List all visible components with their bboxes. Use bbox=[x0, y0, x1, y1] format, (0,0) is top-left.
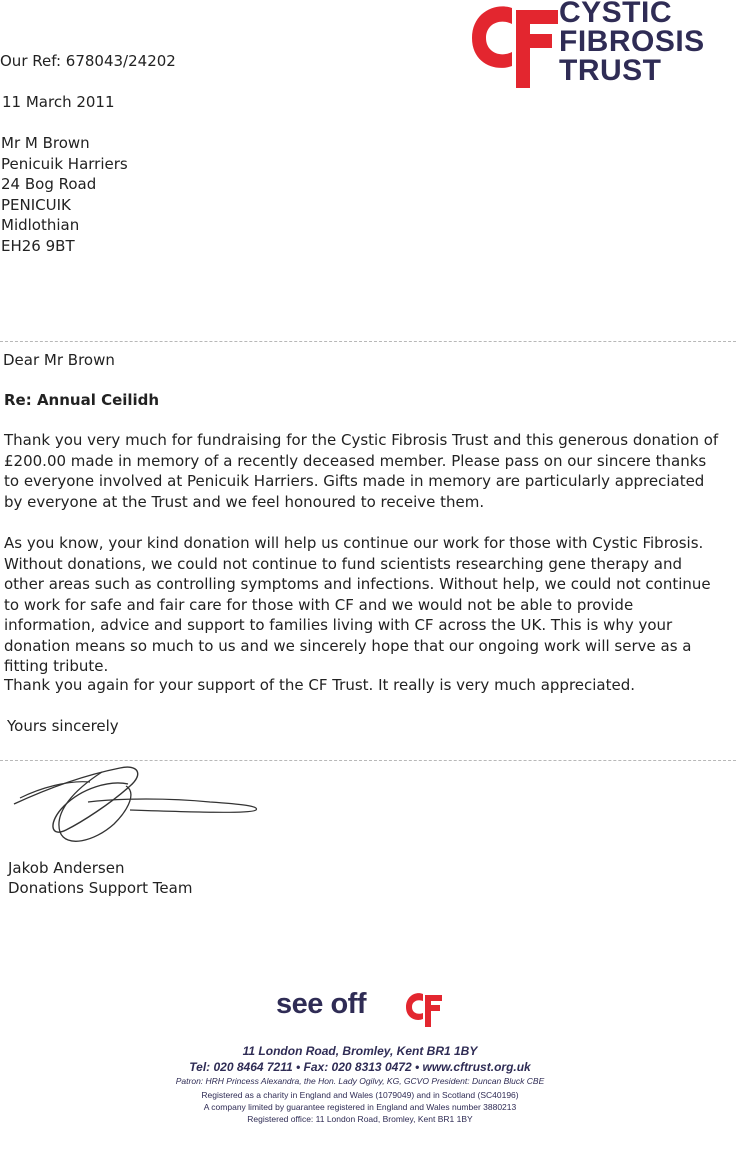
footer-registered-office: Registered office: 11 London Road, Bromley, Kent BR1 1BY bbox=[247, 1114, 473, 1124]
letter-date: 11 March 2011 bbox=[2, 93, 115, 111]
footer-charity-registration: Registered as a charity in England and Wales (1079049) and in Scotland (SC40196) bbox=[201, 1090, 519, 1100]
fold-line-bottom bbox=[0, 760, 736, 761]
cf-logo-mark-icon bbox=[466, 0, 562, 92]
subject-line: Re: Annual Ceilidh bbox=[4, 391, 160, 409]
address-line-street: 24 Bog Road bbox=[1, 175, 97, 193]
footer-patron: Patron: HRH Princess Alexandra, the Hon. Lady Ogilvy, KG, GCVO President: Duncan Bluck CBE bbox=[175, 1076, 545, 1086]
footer-address: 11 London Road, Bromley, Kent BR1 1BY bbox=[242, 1044, 478, 1058]
footer-company-registration: A company limited by guarantee registered in England and Wales number 3880213 bbox=[203, 1102, 517, 1112]
address-line-organisation: Penicuik Harriers bbox=[1, 154, 128, 173]
our-reference: Our Ref: 678043/24202 bbox=[0, 52, 176, 70]
address-line-town: PENICUIK bbox=[1, 195, 71, 214]
body-paragraph-1: Thank you very much for fundraising for the Cystic Fibrosis Trust and this generous donation of £200.00 made in memory of a recently deceased member. Please pass on our sincere thanks to everyone involved at Penicuik Harriers. Gifts made in memory are particularly appreciated by everyone at the Trust and we feel honoured to receive them. bbox=[4, 431, 719, 511]
signature-icon bbox=[10, 762, 270, 852]
closing: Yours sincerely bbox=[7, 717, 119, 735]
body-paragraph-2: As you know, your kind donation will help us continue our work for those with Cystic Fibrosis. Without donations, we could not continue to fund scientists researching gene therapy and other areas such as controlling symptoms and infections. Without help, we could not continue to work for safe and fair care for those with CF and we would not be able to provide information, advice and support to families living with CF across the UK. This is why your donation means so much to us and we sincerely hope that our ongoing work will serve as a fitting tribute. bbox=[4, 534, 711, 675]
see-off-cf-logo bbox=[276, 988, 446, 1034]
signatory-title: Donations Support Team bbox=[8, 879, 193, 897]
salutation: Dear Mr Brown bbox=[3, 351, 115, 369]
slogan-text: see off bbox=[276, 988, 366, 1020]
address-line-county: Midlothian bbox=[1, 216, 80, 234]
logo-wordmark bbox=[559, 0, 705, 85]
recipient-address bbox=[1, 133, 128, 256]
footer-contact: Tel: 020 8464 7211 • Fax: 020 8313 0472 • www.cftrust.org.uk bbox=[189, 1060, 531, 1074]
logo-line-trust: TRUST bbox=[559, 54, 662, 87]
slogan-cf-mark-icon bbox=[404, 990, 444, 1028]
fold-line-top bbox=[0, 341, 736, 342]
address-line-postcode: EH26 9BT bbox=[1, 236, 75, 255]
body-paragraph-3: Thank you again for your support of the CF Trust. It really is very much appreciated. bbox=[4, 676, 636, 694]
logo-line-cystic: CYSTIC bbox=[559, 0, 673, 29]
signatory-name: Jakob Andersen bbox=[8, 859, 125, 877]
address-line-name: Mr M Brown bbox=[1, 134, 90, 152]
logo-line-fibrosis: FIBROSIS bbox=[559, 25, 705, 58]
cf-trust-logo bbox=[466, 0, 736, 92]
